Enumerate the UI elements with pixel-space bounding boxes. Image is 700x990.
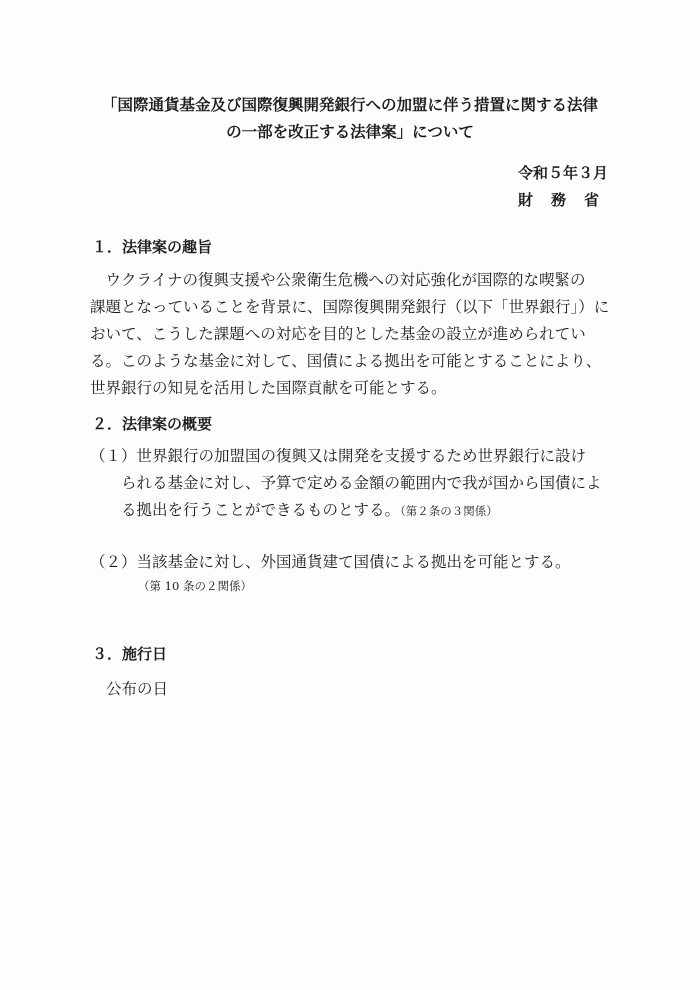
ministry-name: 財務省 xyxy=(517,191,617,209)
document-meta xyxy=(517,160,617,214)
section-1-heading: １．法律案の趣旨 xyxy=(92,238,213,256)
document-title xyxy=(60,92,640,146)
title-line-1: 「国際通貨基金及び国際復興開発銀行への加盟に伴う措置に関する法律 xyxy=(101,96,598,114)
section-2-item-1-line-3 xyxy=(90,498,498,520)
title-line-2: の一部を改正する法律案」について xyxy=(226,123,474,141)
section-2-item-1-line-2: られる基金に対し、予算で定める金額の範囲内で我が国から国債によ xyxy=(90,474,602,492)
section-1-line-5: 世界銀行の知見を活用した国際貢献を可能とする。 xyxy=(90,379,447,397)
section-3-heading: ３．施行日 xyxy=(92,645,168,663)
item-2-article-note: （第 10 条の２関係） xyxy=(138,579,252,593)
section-2-item-1-line-1: （１）世界銀行の加盟国の復興又は開発を支援するため世界銀行に設け xyxy=(90,447,587,465)
document-date: 令和５年３月 xyxy=(517,164,608,182)
section-1-line-4: る。このような基金に対して、国債による拠出を可能とすることにより、 xyxy=(90,352,602,370)
effective-date-text: 公布の日 xyxy=(106,680,169,698)
section-1-line-2: 課題となっていることを背景に、国際復興開発銀行（以下「世界銀行」）に xyxy=(90,298,610,316)
section-2-heading: ２．法律案の概要 xyxy=(92,415,213,433)
item-1-article-note: （第２条の３関係） xyxy=(400,504,498,518)
item-1-line-3-text: る拠出を行うことができるものとする。 xyxy=(90,501,401,519)
section-1-line-3: おいて、こうした課題への対応を目的とした基金の設立が進められてい xyxy=(90,325,586,343)
section-2-item-2-line: （２）当該基金に対し、外国通貨建て国債による拠出を可能とする。 xyxy=(90,553,571,571)
section-1-line-1: ウクライナの復興支援や公衆衛生危機への対応強化が国際的な喫緊の xyxy=(90,271,586,289)
